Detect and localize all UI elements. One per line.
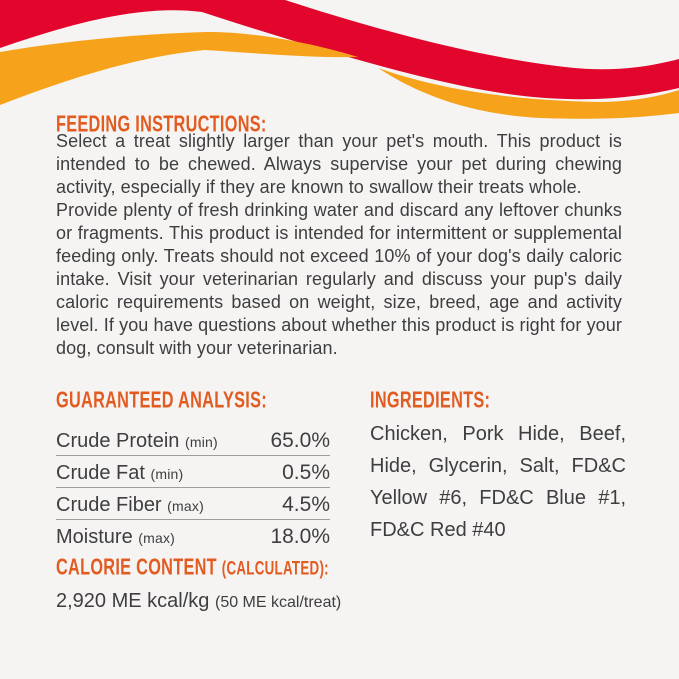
nutrient-qualifier: (min) xyxy=(150,466,184,482)
nutrient-value: 0.5% xyxy=(282,461,330,484)
calorie-heading-main: CALORIE CONTENT xyxy=(56,553,217,580)
guaranteed-analysis-heading-text: GUARANTEED ANALYSIS: xyxy=(56,386,267,413)
calorie-value-line xyxy=(56,590,341,613)
analysis-row-label xyxy=(56,526,175,549)
guaranteed-analysis-table xyxy=(56,424,330,552)
nutrient-value: 4.5% xyxy=(282,493,330,516)
nutrient-qualifier: (max) xyxy=(167,498,204,514)
nutrient-name: Crude Fiber xyxy=(56,494,162,516)
ingredients-heading xyxy=(370,386,532,414)
nutrient-name: Moisture xyxy=(56,526,133,548)
nutrient-name: Crude Protein xyxy=(56,430,180,452)
calorie-content-heading xyxy=(56,553,425,581)
nutrient-qualifier: (max) xyxy=(138,530,176,546)
analysis-row-label xyxy=(56,430,218,453)
analysis-row-label xyxy=(56,494,204,517)
feeding-instructions-text xyxy=(56,130,622,360)
table-row xyxy=(56,424,330,456)
calorie-heading-qualifier: (CALCULATED): xyxy=(221,557,329,579)
feeding-instructions-heading-text: FEEDING INSTRUCTIONS: xyxy=(56,110,267,137)
guaranteed-analysis-heading xyxy=(56,386,341,414)
calorie-content-heading-text xyxy=(56,553,329,581)
ingredients-heading-text: INGREDIENTS: xyxy=(370,386,491,413)
nutrient-name: Crude Fat xyxy=(56,462,145,484)
table-row xyxy=(56,520,330,552)
nutrient-qualifier: (min) xyxy=(184,434,218,450)
calorie-per-treat-note: (50 ME kcal/treat) xyxy=(214,594,342,611)
calorie-value: 2,920 ME kcal/kg xyxy=(56,590,210,612)
table-row xyxy=(56,488,330,520)
feeding-paragraph-1: Select a treat slightly larger than your pet's mouth. This product is intended to be chewed. Always supervise your pet during chewing activity, especially if they are known to swallow their treats whole. xyxy=(56,131,622,197)
ingredients-list: Chicken, Pork Hide, Beef, Hide, Glycerin, Salt, FD&C Yellow #6, FD&C Blue #1, FD&C Red #40 xyxy=(370,423,626,541)
nutrient-value: 18.0% xyxy=(270,525,330,548)
nutrient-value: 65.0% xyxy=(270,429,330,452)
table-row xyxy=(56,456,330,488)
analysis-row-label xyxy=(56,462,183,485)
feeding-paragraph-2: Provide plenty of fresh drinking water and discard any leftover chunks or fragments. This product is intended for intermittent or supplemental feeding only. Treats should not exceed 10% of your dog's daily caloric intake. Visit your veterinarian regularly and discuss your pup's daily caloric requirements based on weight, size, breed, age and activity level. If you have questions about whether this product is right for your dog, consult with your veterinarian. xyxy=(56,200,622,358)
